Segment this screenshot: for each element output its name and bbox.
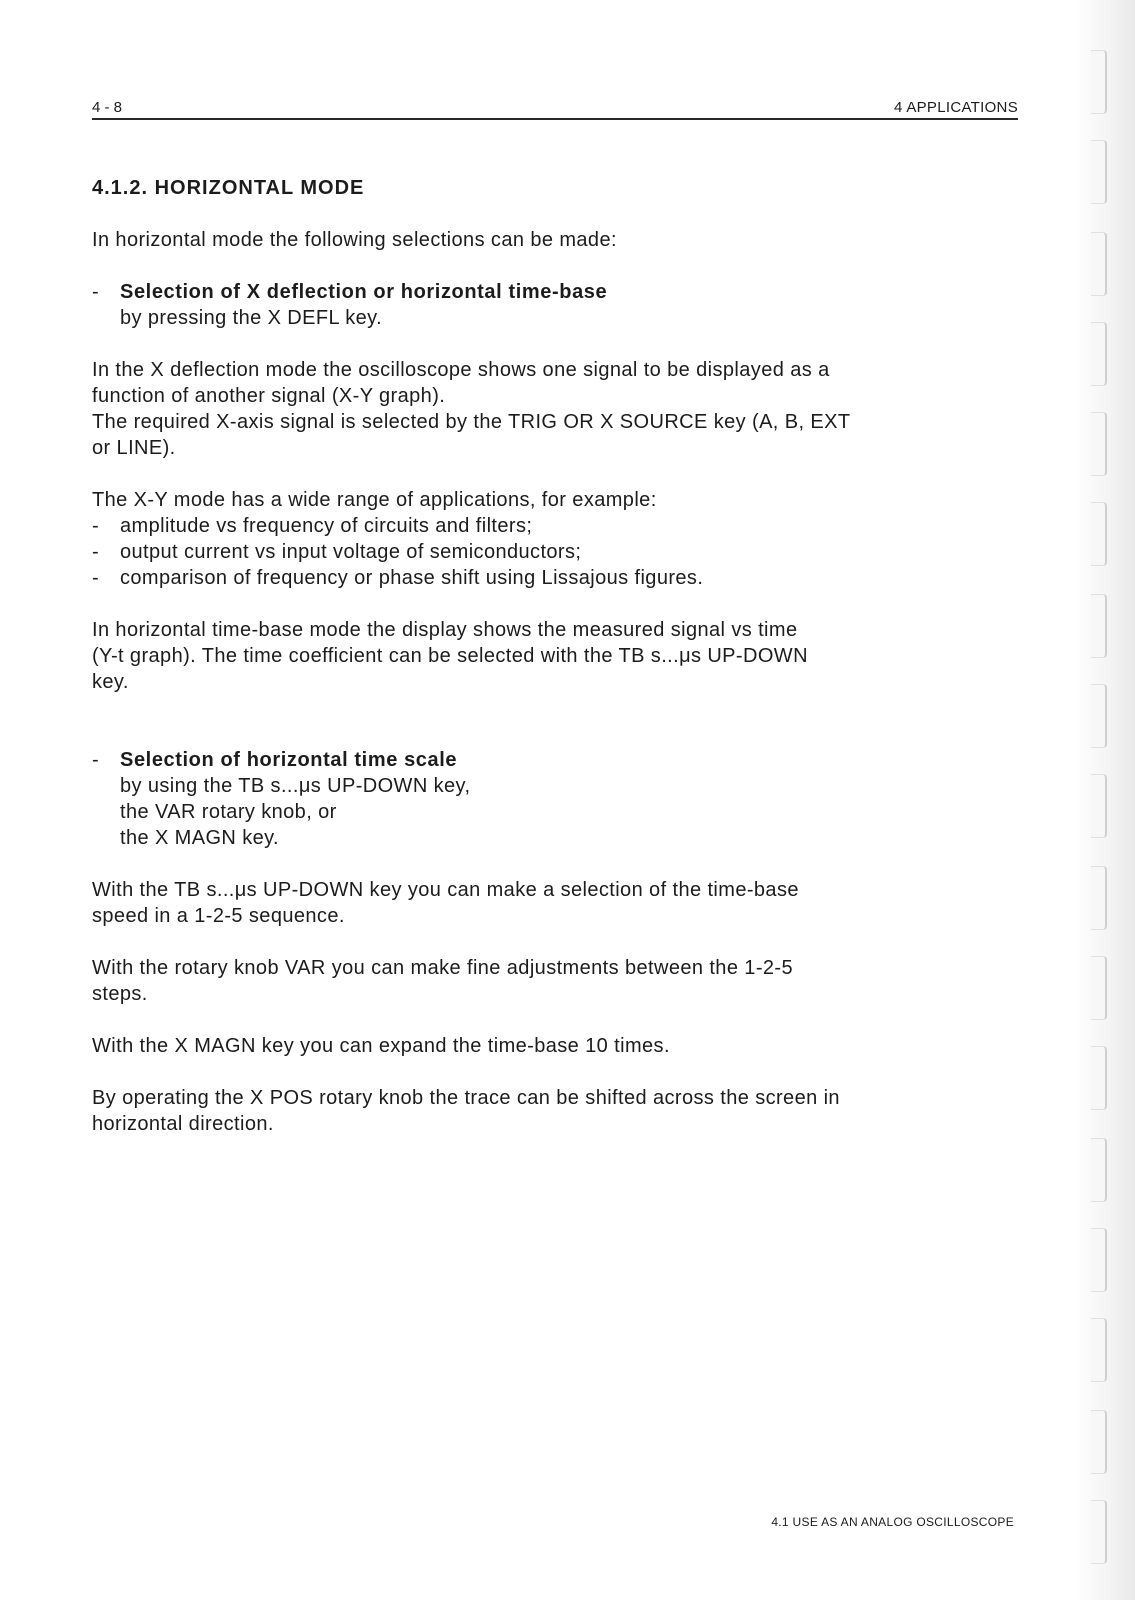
binding-hole xyxy=(1091,1046,1107,1110)
text-line: With the TB s...μs UP-DOWN key you can make a selection of the time-base xyxy=(92,879,799,901)
text-line: horizontal direction. xyxy=(92,1113,274,1135)
item-line: by pressing the X DEFL key. xyxy=(120,307,383,329)
binding-hole xyxy=(1091,866,1107,930)
item-title: Selection of horizontal time scale xyxy=(120,749,458,771)
selection-item-x-deflection xyxy=(92,279,1012,331)
page-header xyxy=(92,96,1018,120)
chapter-title: 4 APPLICATIONS xyxy=(894,99,1018,116)
text-line: speed in a 1-2-5 sequence. xyxy=(92,905,345,927)
text-line: The X-Y mode has a wide range of applications, for example: xyxy=(92,489,657,511)
binding-hole xyxy=(1091,502,1107,566)
text-line: steps. xyxy=(92,983,148,1005)
binding-hole xyxy=(1091,594,1107,658)
list-item xyxy=(92,513,1012,539)
bullet-dash: - xyxy=(92,515,100,537)
binding-hole xyxy=(1091,140,1107,204)
paragraph-pos xyxy=(92,1085,1012,1137)
text-line: In horizontal time-base mode the display shows the measured signal vs time xyxy=(92,619,798,641)
binding-hole xyxy=(1091,684,1107,748)
item-line: the X MAGN key. xyxy=(120,827,280,849)
paragraph-xy-mode xyxy=(92,487,1012,591)
section-intro: In horizontal mode the following selections can be made: xyxy=(92,229,617,251)
section-title: 4.1.2. HORIZONTAL MODE xyxy=(92,177,365,199)
paragraph-updown xyxy=(92,877,1012,929)
text-line: With the X MAGN key you can expand the time-base 10 times. xyxy=(92,1035,670,1057)
text-line: By operating the X POS rotary knob the trace can be shifted across the screen in xyxy=(92,1087,840,1109)
text-line: key. xyxy=(92,671,129,693)
binding-hole xyxy=(1091,1318,1107,1382)
list-item-text: comparison of frequency or phase shift using Lissajous figures. xyxy=(120,567,704,589)
item-dash: - xyxy=(92,749,100,771)
page-number: 4 - 8 xyxy=(92,99,123,116)
text-line: In the X deflection mode the oscilloscope shows one signal to be displayed as a xyxy=(92,359,830,381)
binding-hole xyxy=(1091,322,1107,386)
binding-hole xyxy=(1091,1138,1107,1202)
text-line: With the rotary knob VAR you can make fine adjustments between the 1-2-5 xyxy=(92,957,793,979)
binding-edge xyxy=(1075,0,1135,1600)
item-title: Selection of X deflection or horizontal time-base xyxy=(120,281,608,303)
bullet-dash: - xyxy=(92,567,100,589)
text-line: function of another signal (X-Y graph). xyxy=(92,385,446,407)
paragraph-time-base xyxy=(92,617,1012,695)
binding-hole xyxy=(1091,1410,1107,1474)
binding-hole xyxy=(1091,774,1107,838)
text-line: or LINE). xyxy=(92,437,176,459)
text-line: The required X-axis signal is selected by the TRIG OR X SOURCE key (A, B, EXT xyxy=(92,411,851,433)
binding-hole xyxy=(1091,50,1107,114)
binding-hole xyxy=(1091,956,1107,1020)
item-line: the VAR rotary knob, or xyxy=(120,801,337,823)
paragraph-var xyxy=(92,955,1012,1007)
list-item xyxy=(92,565,1012,591)
bullet-dash: - xyxy=(92,541,100,563)
text-line: (Y-t graph). The time coefficient can be selected with the TB s...μs UP-DOWN xyxy=(92,645,808,667)
list-item-text: output current vs input voltage of semiconductors; xyxy=(120,541,582,563)
selection-item-time-scale xyxy=(92,747,1012,851)
paragraph-magn xyxy=(92,1033,1012,1059)
page-footer: 4.1 USE AS AN ANALOG OSCILLOSCOPE xyxy=(771,1515,1014,1529)
binding-hole xyxy=(1091,412,1107,476)
item-dash: - xyxy=(92,281,100,303)
list-item-text: amplitude vs frequency of circuits and filters; xyxy=(120,515,533,537)
paragraph-x-deflection xyxy=(92,357,1012,461)
binding-hole xyxy=(1091,1500,1107,1564)
list-item xyxy=(92,539,1012,565)
binding-hole xyxy=(1091,1228,1107,1292)
binding-hole xyxy=(1091,232,1107,296)
item-line: by using the TB s...μs UP-DOWN key, xyxy=(120,775,471,797)
page-content xyxy=(92,175,1012,1137)
